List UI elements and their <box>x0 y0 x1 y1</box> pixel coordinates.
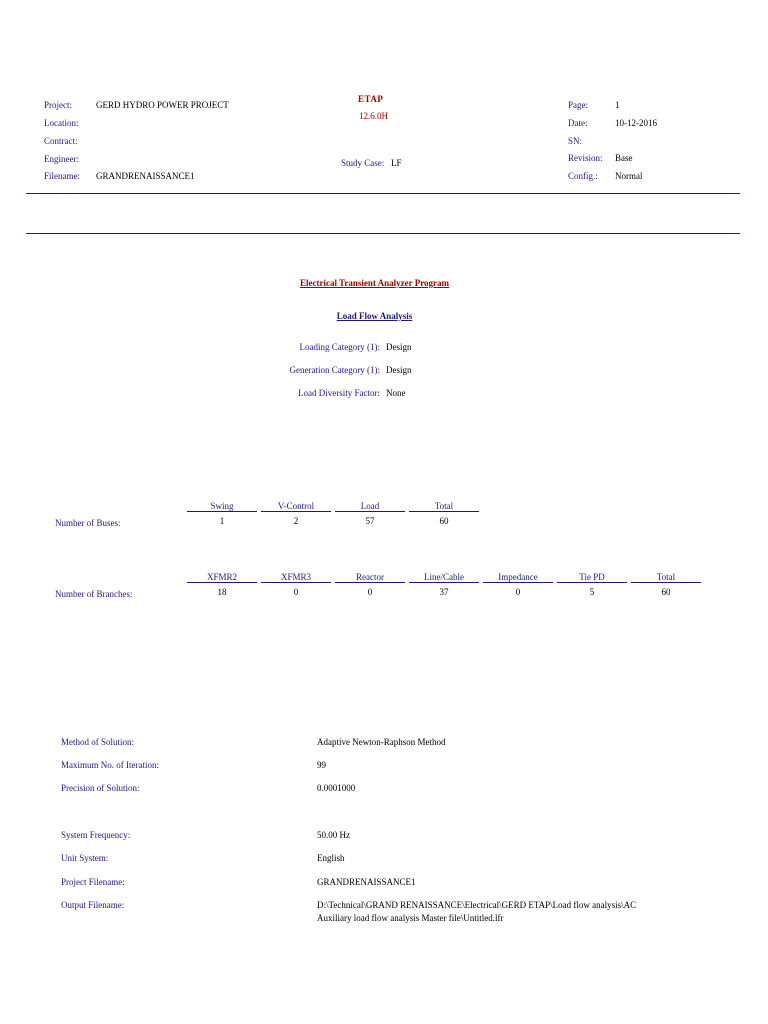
branches-header-xfmr2: XFMR2 <box>187 573 257 583</box>
branches-value-reactor: 0 <box>367 587 373 597</box>
loading-category-label: Loading Category (1): <box>299 342 380 352</box>
project-filename-label: Project Filename: <box>61 877 125 887</box>
project-label: Project: <box>44 100 72 110</box>
unit-system-label: Unit System: <box>61 853 109 863</box>
app-name: ETAP <box>358 94 384 104</box>
config-label: Config.: <box>568 171 598 181</box>
buses-value-total: 60 <box>439 516 449 526</box>
contract-label: Contract: <box>44 136 78 146</box>
page-label: Page: <box>568 100 588 110</box>
loading-category-value: Design <box>386 342 412 352</box>
precision-label: Precision of Solution: <box>61 783 140 793</box>
branches-value-xfmr3: 0 <box>293 587 299 597</box>
study-case-label: Study Case: <box>341 158 385 168</box>
revision-label: Revision: <box>568 153 603 163</box>
sn-label: SN: <box>568 136 583 146</box>
revision-value: Base <box>615 153 633 163</box>
output-filename-label: Output Filename: <box>61 900 125 910</box>
branches-header-reactor: Reactor <box>335 573 405 583</box>
page-value: 1 <box>615 100 620 110</box>
engineer-label: Engineer: <box>44 154 79 164</box>
buses-value-vcontrol: 2 <box>293 516 299 526</box>
method-value: Adaptive Newton-Raphson Method <box>317 737 446 747</box>
buses-header-vcontrol: V-Control <box>261 502 331 512</box>
branches-header-xfmr3: XFMR3 <box>261 573 331 583</box>
branches-value-total: 60 <box>661 587 671 597</box>
filename-value: GRANDRENAISSANCE1 <box>96 171 195 181</box>
app-version: 12.6.0H <box>359 111 388 121</box>
header-divider-top <box>26 193 740 194</box>
generation-category-label: Generation Category (1): <box>289 365 380 375</box>
config-value: Normal <box>615 171 643 181</box>
branches-label: Number of Branches: <box>55 589 133 599</box>
buses-header-swing: Swing <box>187 502 257 512</box>
max-iteration-value: 99 <box>317 760 326 770</box>
branches-header-impedance: Impedance <box>483 573 553 583</box>
precision-value: 0.0001000 <box>317 783 356 793</box>
load-diversity-label: Load Diversity Factor: <box>298 388 380 398</box>
buses-header-load: Load <box>335 502 405 512</box>
date-label: Date: <box>568 118 588 128</box>
generation-category-value: Design <box>386 365 412 375</box>
buses-value-swing: 1 <box>219 516 225 526</box>
branches-header-linecable: Line/Cable <box>409 573 479 583</box>
header-divider-bottom <box>26 233 740 234</box>
location-label: Location: <box>44 118 79 128</box>
buses-header-total: Total <box>409 502 479 512</box>
project-value: GERD HYDRO POWER PROJECT <box>96 100 229 110</box>
max-iteration-label: Maximum No. of Iteration: <box>61 760 159 770</box>
study-case-value: LF <box>391 158 402 168</box>
project-filename-value: GRANDRENAISSANCE1 <box>317 877 416 887</box>
buses-label: Number of Buses: <box>55 518 121 528</box>
date-value: 10-12-2016 <box>615 118 657 128</box>
output-filename-value: D:\Technical\GRAND RENAISSANCE\Electrical\GERD ETAP\Load flow analysis\AC <box>317 900 637 910</box>
filename-label: Filename: <box>44 171 80 181</box>
frequency-label: System Frequency: <box>61 830 131 840</box>
buses-value-load: 57 <box>365 516 375 526</box>
branches-value-xfmr2: 18 <box>217 587 227 597</box>
branches-header-tiepd: Tie PD <box>557 573 627 583</box>
unit-system-value: English <box>317 853 345 863</box>
method-label: Method of Solution: <box>61 737 135 747</box>
analysis-title: Load Flow Analysis <box>336 311 413 321</box>
branches-value-impedance: 0 <box>515 587 521 597</box>
load-diversity-value: None <box>386 388 406 398</box>
branches-value-tiepd: 5 <box>589 587 595 597</box>
branches-header-total: Total <box>631 573 701 583</box>
frequency-value: 50.00 Hz <box>317 830 350 840</box>
program-title: Electrical Transient Analyzer Program <box>299 278 450 288</box>
branches-value-linecable: 37 <box>439 587 449 597</box>
output-filename-value-line2: Auxiliary load flow analysis Master file\Untitled.lfr <box>317 913 504 923</box>
